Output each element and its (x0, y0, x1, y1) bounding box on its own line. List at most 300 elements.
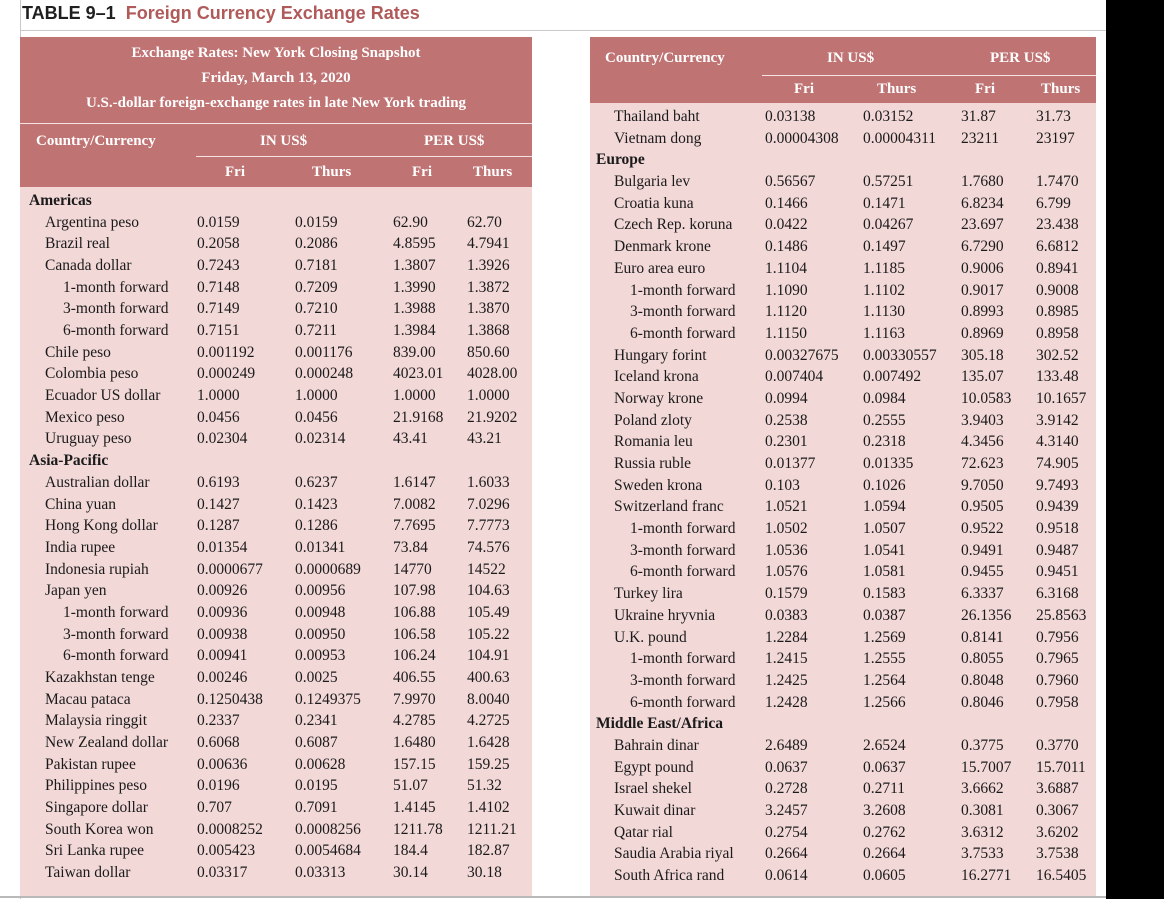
table-row (20, 539, 532, 561)
table-row (20, 842, 532, 864)
value-in-us-thurs: 0.7091 (295, 799, 338, 817)
value-in-us-thurs: 1.2564 (863, 671, 906, 689)
value-per-us-thurs: 1.3868 (467, 322, 510, 340)
value-per-us-fri: 135.07 (961, 368, 1004, 386)
header-divider (762, 75, 1096, 76)
table-row (20, 756, 532, 778)
currency-name: Israel shekel (614, 780, 692, 798)
region-heading (590, 151, 1096, 173)
value-in-us-thurs: 0.0456 (295, 408, 338, 426)
currency-name: Denmark krone (614, 238, 711, 256)
currency-name: Canada dollar (45, 257, 132, 275)
value-per-us-thurs: 302.52 (1036, 346, 1079, 364)
currency-name: Malaysia ringgit (45, 712, 148, 730)
value-in-us-fri: 0.2728 (765, 780, 808, 798)
table-row (590, 520, 1096, 542)
value-in-us-fri: 0.0637 (765, 758, 808, 776)
value-in-us-thurs: 0.7181 (295, 257, 338, 275)
table-row (20, 777, 532, 799)
value-in-us-fri: 1.2284 (765, 628, 808, 646)
value-in-us-fri: 0.2538 (765, 411, 808, 429)
value-in-us-thurs: 0.0637 (863, 758, 906, 776)
value-per-us-fri: 1.3984 (393, 322, 436, 340)
value-in-us-thurs: 0.2341 (295, 712, 338, 730)
table-row (590, 542, 1096, 564)
value-in-us-thurs: 0.1286 (295, 517, 338, 535)
value-in-us-fri: 0.2337 (197, 712, 240, 730)
currency-name: Turkey lira (614, 585, 683, 603)
value-per-us-fri: 14770 (393, 560, 432, 578)
value-per-us-thurs: 0.3067 (1036, 802, 1079, 820)
value-per-us-fri: 21.9168 (393, 408, 444, 426)
currency-name: Chile peso (45, 343, 111, 361)
value-per-us-thurs: 21.9202 (467, 408, 518, 426)
value-per-us-fri: 1.3990 (393, 278, 436, 296)
currency-name: Thailand baht (614, 108, 700, 125)
value-per-us-thurs: 1.6428 (467, 734, 510, 751)
value-in-us-fri: 0.6193 (197, 473, 240, 491)
value-per-us-thurs: 0.7956 (1036, 628, 1079, 646)
value-per-us-fri: 7.7695 (393, 517, 436, 535)
value-in-us-thurs: 0.00953 (295, 647, 346, 665)
value-per-us-fri: 73.84 (393, 538, 428, 556)
currency-name: Philippines peso (45, 777, 148, 795)
currency-name: Uruguay peso (45, 430, 132, 448)
value-in-us-fri: 0.0422 (765, 216, 808, 234)
value-in-us-fri: 0.6068 (197, 734, 240, 751)
table-row (20, 474, 532, 496)
value-in-us-fri: 0.0196 (197, 777, 240, 795)
column-header-per-us: PER US$ (424, 133, 485, 149)
value-per-us-fri: 26.1356 (961, 606, 1012, 624)
value-in-us-fri: 1.1120 (765, 303, 808, 321)
currency-name: Brazil real (45, 235, 110, 253)
value-per-us-fri: 3.9403 (961, 411, 1004, 429)
value-in-us-fri: 0.1287 (197, 517, 240, 535)
value-per-us-thurs: 0.9487 (1036, 541, 1079, 559)
value-per-us-fri: 72.623 (961, 455, 1004, 473)
table-row (20, 864, 532, 886)
value-in-us-fri: 0.1466 (765, 194, 808, 212)
currency-name: 6-month forward (630, 693, 736, 711)
left-header (20, 37, 532, 187)
column-header-fri: Fri (412, 164, 432, 180)
value-in-us-thurs: 0.03152 (863, 108, 914, 125)
value-in-us-thurs: 0.1423 (295, 495, 338, 513)
currency-name: South Korea won (45, 820, 154, 838)
value-in-us-thurs: 0.2664 (863, 845, 906, 863)
value-in-us-fri: 0.03138 (765, 108, 816, 125)
table-row (20, 344, 532, 366)
table-row (20, 235, 532, 257)
currency-name: Iceland krona (614, 368, 699, 386)
value-per-us-thurs: 0.7960 (1036, 671, 1079, 689)
value-in-us-thurs: 0.00950 (295, 625, 346, 643)
value-per-us-fri: 1.0000 (393, 387, 436, 405)
value-per-us-thurs: 23197 (1036, 129, 1075, 147)
value-in-us-fri: 0.1486 (765, 238, 808, 256)
value-in-us-fri: 0.0614 (765, 867, 808, 885)
value-per-us-thurs: 105.49 (467, 603, 510, 621)
value-per-us-thurs: 4.2725 (467, 712, 510, 730)
value-per-us-fri: 106.88 (393, 603, 436, 621)
value-in-us-fri: 0.03317 (197, 864, 248, 882)
value-in-us-fri: 1.0502 (765, 520, 808, 538)
value-per-us-thurs: 10.1657 (1036, 389, 1087, 407)
value-in-us-thurs: 0.03313 (295, 864, 346, 882)
table-row (590, 694, 1096, 716)
column-header-country: Country/Currency (605, 50, 725, 66)
value-per-us-fri: 0.9491 (961, 541, 1004, 559)
value-in-us-thurs: 0.7210 (295, 300, 338, 318)
value-per-us-thurs: 7.7773 (467, 517, 510, 535)
value-per-us-thurs: 104.63 (467, 582, 510, 600)
value-per-us-thurs: 0.9439 (1036, 498, 1079, 516)
value-per-us-fri: 839.00 (393, 343, 436, 361)
table-row (20, 322, 532, 344)
left-table-panel (20, 37, 532, 896)
value-in-us-fri: 0.0383 (765, 606, 808, 624)
header-divider (196, 156, 532, 157)
table-row (590, 802, 1096, 824)
value-per-us-thurs: 62.70 (467, 213, 502, 231)
value-per-us-fri: 9.7050 (961, 476, 1004, 494)
value-per-us-fri: 0.9017 (961, 281, 1004, 299)
value-in-us-fri: 1.2415 (765, 650, 808, 668)
table-row (20, 387, 532, 409)
table-row (590, 368, 1096, 390)
currency-name: 3-month forward (630, 303, 736, 321)
value-per-us-thurs: 6.799 (1036, 194, 1071, 212)
table-row (20, 214, 532, 236)
value-in-us-thurs: 0.01341 (295, 538, 346, 556)
value-in-us-fri: 0.1250438 (197, 690, 263, 708)
region-heading (20, 452, 532, 474)
value-per-us-fri: 107.98 (393, 582, 436, 600)
value-per-us-thurs: 6.3168 (1036, 585, 1079, 603)
value-per-us-thurs: 14522 (467, 560, 506, 578)
value-per-us-fri: 184.4 (393, 842, 428, 860)
value-per-us-thurs: 9.7493 (1036, 476, 1079, 494)
currency-name: Mexico peso (45, 408, 125, 426)
currency-name: Switzerland franc (614, 498, 724, 516)
table-row (20, 669, 532, 691)
currency-name: Bulgaria lev (614, 173, 691, 191)
currency-name: 1-month forward (63, 603, 169, 621)
currency-name: 1-month forward (63, 278, 169, 296)
value-in-us-thurs: 0.0195 (295, 777, 338, 795)
table-row (590, 390, 1096, 412)
column-header-thurs: Thurs (877, 81, 917, 97)
value-in-us-thurs: 0.001176 (295, 343, 353, 361)
table-number: TABLE 9–1 (22, 3, 116, 23)
value-per-us-fri: 0.9006 (961, 259, 1004, 277)
value-per-us-thurs: 104.91 (467, 647, 510, 665)
value-in-us-thurs: 0.04267 (863, 216, 914, 234)
value-per-us-thurs: 3.6887 (1036, 780, 1079, 798)
currency-name: Vietnam dong (614, 129, 702, 147)
table-row (20, 734, 532, 756)
value-in-us-thurs: 1.0541 (863, 541, 906, 559)
table-row (590, 737, 1096, 759)
value-in-us-thurs: 1.2566 (863, 693, 906, 711)
table-row (590, 607, 1096, 629)
value-per-us-thurs: 31.73 (1036, 108, 1071, 125)
currency-name: Japan yen (45, 582, 107, 600)
currency-name: 1-month forward (630, 520, 736, 538)
value-per-us-fri: 0.8046 (961, 693, 1004, 711)
table-row (20, 257, 532, 279)
table-row (20, 279, 532, 301)
value-per-us-fri: 4.2785 (393, 712, 436, 730)
value-in-us-fri: 0.007404 (765, 368, 824, 386)
value-in-us-thurs: 0.7211 (295, 322, 338, 340)
value-per-us-fri: 1.7680 (961, 173, 1004, 191)
value-per-us-fri: 106.58 (393, 625, 436, 643)
value-in-us-thurs: 0.0984 (863, 389, 906, 407)
table-row (590, 477, 1096, 499)
value-per-us-fri: 31.87 (961, 108, 996, 125)
value-per-us-fri: 106.24 (393, 647, 436, 665)
value-in-us-fri: 0.0159 (197, 213, 240, 231)
table-row (590, 867, 1096, 889)
value-per-us-fri: 30.14 (393, 864, 428, 882)
value-in-us-thurs: 1.1130 (863, 303, 906, 321)
value-per-us-fri: 6.8234 (961, 194, 1004, 212)
value-per-us-thurs: 23.438 (1036, 216, 1079, 234)
value-per-us-fri: 6.7290 (961, 238, 1004, 256)
value-in-us-thurs: 0.1026 (863, 476, 906, 494)
value-per-us-thurs: 74.576 (467, 538, 510, 556)
value-in-us-fri: 0.00004308 (765, 129, 839, 147)
value-per-us-thurs: 6.6812 (1036, 238, 1079, 256)
currency-name: Hong Kong dollar (45, 517, 158, 535)
value-per-us-thurs: 182.87 (467, 842, 510, 860)
currency-name: Egypt pound (614, 758, 694, 776)
value-in-us-fri: 0.7149 (197, 300, 240, 318)
value-in-us-fri: 1.2428 (765, 693, 808, 711)
value-in-us-fri: 0.707 (197, 799, 232, 817)
table-row (20, 430, 532, 452)
value-in-us-fri: 1.0000 (197, 387, 240, 405)
value-per-us-fri: 305.18 (961, 346, 1004, 364)
currency-name: Colombia peso (45, 365, 139, 383)
currency-name: Kuwait dinar (614, 802, 696, 820)
right-dark-strip (1106, 0, 1164, 899)
value-per-us-thurs: 1.3872 (467, 278, 510, 296)
value-in-us-thurs: 3.2608 (863, 802, 906, 820)
currency-name: India rupee (45, 538, 116, 556)
value-per-us-fri: 0.8048 (961, 671, 1004, 689)
value-per-us-fri: 0.9522 (961, 520, 1004, 538)
currency-name: Pakistan rupee (45, 755, 136, 773)
table-row (590, 780, 1096, 802)
value-in-us-fri: 0.7243 (197, 257, 240, 275)
value-per-us-thurs: 400.63 (467, 668, 510, 686)
value-in-us-thurs: 0.0000689 (295, 560, 361, 578)
right-table-panel (590, 37, 1096, 896)
value-in-us-thurs: 1.0594 (863, 498, 906, 516)
value-per-us-thurs: 0.9451 (1036, 563, 1079, 581)
value-in-us-thurs: 0.00628 (295, 755, 346, 773)
table-row (590, 303, 1096, 325)
table-row (590, 108, 1096, 130)
table-row (590, 585, 1096, 607)
value-per-us-thurs: 25.8563 (1036, 606, 1087, 624)
currency-name: 6-month forward (630, 324, 736, 342)
currency-name: Croatia kuna (614, 194, 694, 212)
table-row (590, 216, 1096, 238)
value-in-us-fri: 0.2664 (765, 845, 808, 863)
value-in-us-fri: 0.00246 (197, 668, 248, 686)
table-row (20, 604, 532, 626)
value-per-us-thurs: 1.7470 (1036, 173, 1079, 191)
frame-top-rule (20, 30, 1106, 31)
value-per-us-thurs: 1211.21 (467, 820, 517, 838)
currency-name: Euro area euro (614, 259, 706, 277)
value-per-us-thurs: 0.7958 (1036, 693, 1079, 711)
currency-name: U.K. pound (614, 628, 687, 646)
value-per-us-thurs: 1.3926 (467, 257, 510, 275)
value-per-us-fri: 51.07 (393, 777, 428, 795)
table-row (590, 130, 1096, 152)
value-per-us-thurs: 7.0296 (467, 495, 510, 513)
currency-name: China yuan (45, 495, 117, 513)
region-label: Europe (596, 151, 645, 169)
value-per-us-thurs: 15.7011 (1036, 758, 1086, 776)
value-in-us-thurs: 1.1185 (863, 259, 906, 277)
currency-name: 3-month forward (630, 671, 736, 689)
currency-name: Romania leu (614, 433, 693, 451)
value-in-us-thurs: 2.6524 (863, 737, 906, 754)
table-row (590, 498, 1096, 520)
value-in-us-fri: 0.02304 (197, 430, 248, 448)
value-in-us-fri: 0.00936 (197, 603, 248, 621)
value-per-us-fri: 1.4145 (393, 799, 436, 817)
value-per-us-thurs: 4.3140 (1036, 433, 1079, 451)
value-per-us-thurs: 1.6033 (467, 473, 510, 491)
value-in-us-fri: 0.7151 (197, 322, 240, 340)
table-row (20, 821, 532, 843)
column-header-thurs: Thurs (312, 164, 352, 180)
currency-name: Australian dollar (45, 473, 150, 491)
value-in-us-thurs: 0.007492 (863, 368, 922, 386)
value-per-us-thurs: 3.6202 (1036, 823, 1079, 841)
value-per-us-fri: 3.7533 (961, 845, 1004, 863)
value-in-us-fri: 0.2058 (197, 235, 240, 253)
table-row (590, 563, 1096, 585)
table-row (20, 691, 532, 713)
table-row (590, 347, 1096, 369)
value-in-us-thurs: 0.02314 (295, 430, 346, 448)
value-in-us-fri: 0.01354 (197, 538, 248, 556)
table-row (590, 650, 1096, 672)
table-row (20, 365, 532, 387)
currency-name: Saudia Arabia riyal (614, 845, 734, 863)
table-row (590, 325, 1096, 347)
value-in-us-thurs: 0.1249375 (295, 690, 361, 708)
column-header-thurs: Thurs (1041, 81, 1081, 97)
value-in-us-fri: 0.0994 (765, 389, 808, 407)
value-in-us-fri: 0.103 (765, 476, 800, 494)
value-in-us-thurs: 0.2555 (863, 411, 906, 429)
value-in-us-fri: 3.2457 (765, 802, 808, 820)
table-row (20, 300, 532, 322)
column-header-fri: Fri (225, 164, 245, 180)
value-per-us-thurs: 1.0000 (467, 387, 510, 405)
value-per-us-fri: 3.6662 (961, 780, 1004, 798)
value-in-us-fri: 0.0456 (197, 408, 240, 426)
currency-name: Norway krone (614, 389, 704, 407)
value-per-us-fri: 0.9505 (961, 498, 1004, 516)
currency-name: 1-month forward (630, 281, 736, 299)
value-per-us-thurs: 159.25 (467, 755, 510, 773)
value-in-us-fri: 0.000249 (197, 365, 256, 383)
column-header-in-us: IN US$ (827, 50, 875, 66)
table-row (590, 173, 1096, 195)
table-row (590, 238, 1096, 260)
value-in-us-fri: 0.0000677 (197, 560, 263, 578)
value-in-us-fri: 0.005423 (197, 842, 256, 860)
header-divider (20, 123, 532, 124)
value-per-us-fri: 157.15 (393, 755, 436, 773)
currency-name: Qatar rial (614, 823, 673, 841)
table-row (590, 629, 1096, 651)
currency-name: 1-month forward (630, 650, 736, 668)
value-in-us-thurs: 1.2555 (863, 650, 906, 668)
column-header-per-us: PER US$ (990, 50, 1051, 66)
value-per-us-thurs: 133.48 (1036, 368, 1079, 386)
value-per-us-thurs: 0.3770 (1036, 737, 1079, 754)
currency-name: Indonesia rupiah (45, 560, 149, 578)
table-name: Foreign Currency Exchange Rates (125, 3, 420, 23)
value-per-us-thurs: 43.21 (467, 430, 502, 448)
value-in-us-fri: 2.6489 (765, 737, 808, 754)
value-in-us-thurs: 0.00948 (295, 603, 346, 621)
value-in-us-fri: 1.0576 (765, 563, 808, 581)
table-row (20, 409, 532, 431)
table-row (590, 845, 1096, 867)
region-heading (20, 192, 532, 214)
value-in-us-fri: 0.1579 (765, 585, 808, 603)
currency-name: Macau pataca (45, 690, 131, 708)
table-row (20, 799, 532, 821)
value-per-us-fri: 3.6312 (961, 823, 1004, 841)
value-in-us-fri: 1.1090 (765, 281, 808, 299)
table-row (590, 672, 1096, 694)
currency-name: Sweden krona (614, 476, 703, 494)
value-in-us-thurs: 1.0000 (295, 387, 338, 405)
value-per-us-thurs: 0.7965 (1036, 650, 1079, 668)
table-row (20, 496, 532, 518)
currency-name: New Zealand dollar (45, 734, 169, 751)
value-in-us-fri: 1.1104 (765, 259, 808, 277)
table-row (590, 282, 1096, 304)
table-row (20, 561, 532, 583)
value-per-us-thurs: 0.8985 (1036, 303, 1079, 321)
value-in-us-fri: 0.00938 (197, 625, 248, 643)
currency-name: Russia ruble (614, 455, 692, 473)
value-in-us-fri: 1.0521 (765, 498, 808, 516)
value-in-us-thurs: 0.6237 (295, 473, 338, 491)
value-in-us-thurs: 0.2711 (863, 780, 906, 798)
value-in-us-fri: 0.2754 (765, 823, 808, 841)
value-per-us-fri: 23211 (961, 129, 1000, 147)
value-per-us-thurs: 3.9142 (1036, 411, 1079, 429)
value-in-us-fri: 0.1427 (197, 495, 240, 513)
value-per-us-thurs: 8.0040 (467, 690, 510, 708)
value-per-us-thurs: 0.9518 (1036, 520, 1079, 538)
